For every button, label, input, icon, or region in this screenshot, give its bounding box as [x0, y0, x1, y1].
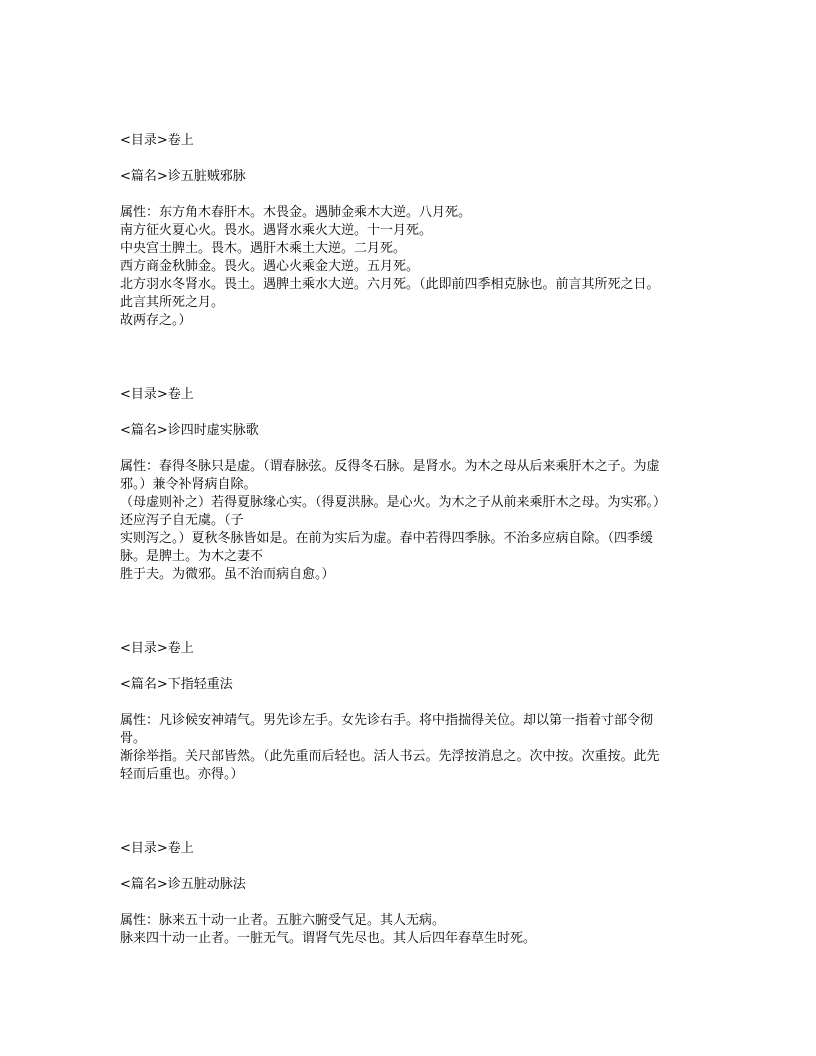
body-line: 属性：凡诊候安神靖气。男先诊左手。女先诊右手。将中指揣得关位。却以第一指着寸部令彻	[120, 713, 654, 728]
body-line: 属性：春得冬脉只是虚。（谓春脉弦。反得冬石脉。是肾水。为木之母从后来乘肝木之子。为虚	[120, 459, 660, 474]
body-line: 故两存之。）	[120, 313, 192, 328]
body-line: 还应泻子自无虞。（子	[120, 513, 244, 528]
catalog-heading: <目录>卷上	[120, 133, 194, 148]
catalog-heading: <目录>卷上	[120, 841, 194, 856]
body-line: 胜于夫。为微邪。虽不治而病自愈。）	[120, 567, 335, 582]
body-line: 脉。是脾土。为木之妻不	[120, 549, 264, 564]
section-1	[120, 132, 700, 330]
section-2	[120, 386, 700, 584]
section-4	[120, 840, 700, 948]
body-line: 北方羽水冬肾水。畏土。遇脾土乘水大逆。六月死。（此即前四季相克脉也。前言其所死之日。	[120, 277, 660, 292]
catalog-heading: <目录>卷上	[120, 641, 194, 656]
body-line: （母虚则补之）若得夏脉缘心实。（得夏洪脉。是心火。为木之子从前来乘肝木之母。为实邪。）	[120, 495, 667, 510]
catalog-heading: <目录>卷上	[120, 387, 194, 402]
body-line: 中央宫土脾土。畏木。遇肝木乘土大逆。二月死。	[120, 241, 407, 256]
body-line: 实则泻之。）夏秋冬脉皆如是。在前为实后为虚。春中若得四季脉。不治多应病自除。（四季缓	[120, 531, 654, 546]
body-line: 此言其所死之月。	[120, 295, 225, 310]
body-line: 骨。	[120, 731, 147, 746]
body-line: 轻而后重也。亦得。）	[120, 767, 244, 782]
body-line: 脉来四十动一止者。一脏无气。谓肾气先尽也。其人后四年春草生时死。	[120, 931, 537, 946]
body-line: 渐徐举指。关尺部皆然。（此先重而后轻也。活人书云。先浮按消息之。次中按。次重按。此先	[120, 749, 660, 764]
body-line: 南方征火夏心火。畏水。遇肾水乘火大逆。十一月死。	[120, 223, 433, 238]
chapter-title: <篇名>诊五脏动脉法	[120, 877, 246, 892]
chapter-title: <篇名>诊五脏贼邪脉	[120, 169, 246, 184]
body-line: 邪。）兼令补肾病自除。	[120, 477, 257, 492]
chapter-title: <篇名>诊四时虚实脉歌	[120, 423, 259, 438]
chapter-title: <篇名>下指轻重法	[120, 677, 233, 692]
body-line: 属性：脉来五十动一止者。五脏六腑受气足。其人无病。	[120, 913, 446, 928]
body-line: 属性：东方角木春肝木。木畏金。遇肺金乘木大逆。八月死。	[120, 205, 472, 220]
section-3	[120, 640, 700, 784]
body-line: 西方商金秋肺金。畏火。遇心火乘金大逆。五月死。	[120, 259, 420, 274]
